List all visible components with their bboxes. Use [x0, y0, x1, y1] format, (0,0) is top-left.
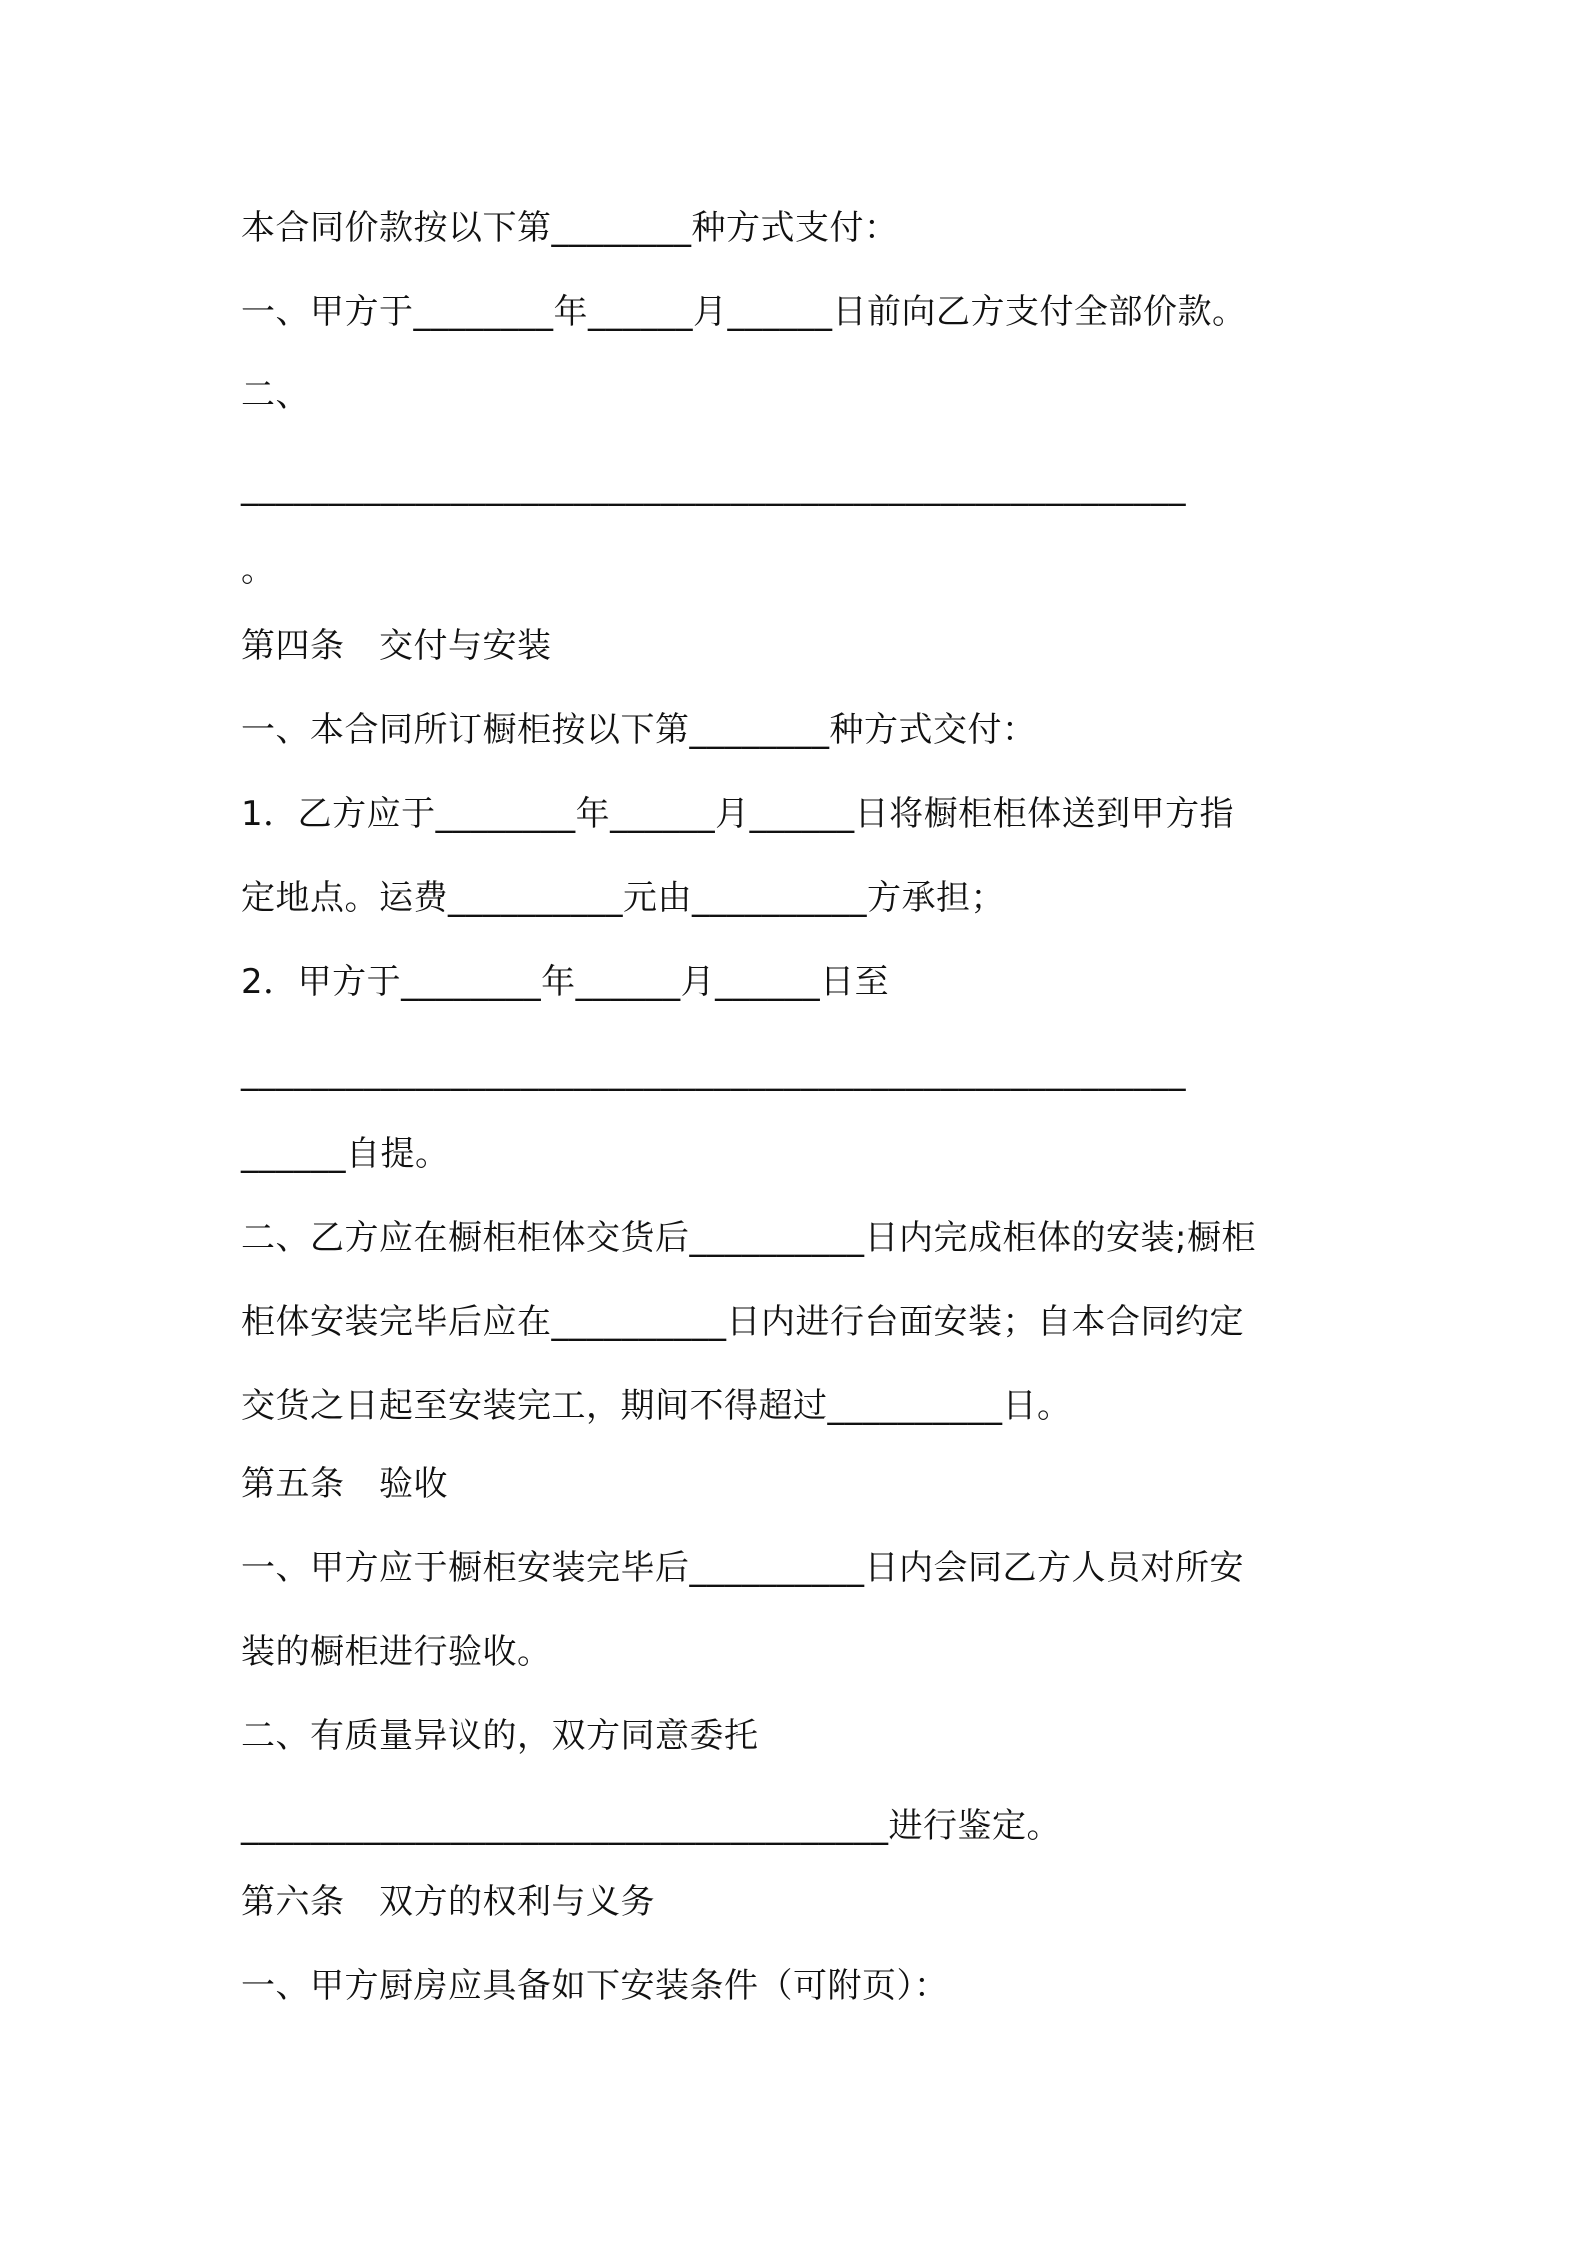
installation-line2: 柜体安装完毕后应在__________日内进行台面安装；自本合同约定 [241, 1302, 1244, 1342]
quality-dispute-line1: 二、有质量异议的，双方同意委托 [241, 1716, 759, 1756]
kitchen-conditions-line: 一、甲方厨房应具备如下安装条件（可附页）： [241, 1966, 949, 2006]
delivery-option-one-line2: 定地点。运费__________元由__________方承担； [241, 878, 1005, 918]
delivery-option-two-line1: 2．甲方于________年______月______日至 [241, 962, 890, 1002]
article-four-heading: 第四条 交付与安装 [241, 626, 552, 666]
delivery-method-line: 一、本合同所订橱柜按以下第________种方式交付： [241, 710, 1037, 750]
installation-line3: 交货之日起至安装完工，期间不得超过__________日。 [241, 1386, 1072, 1426]
article-five-heading: 第五条 验收 [241, 1464, 448, 1504]
payment-option-two-blank: ______________________________________________________ [241, 467, 1186, 507]
payment-option-one: 一、甲方于________年______月______日前向乙方支付全部价款。 [241, 292, 1247, 332]
delivery-option-one-line1: 1．乙方应于________年______月______日将橱柜柜体送到甲方指 [241, 794, 1235, 834]
acceptance-line1: 一、甲方应于橱柜安装完毕后__________日内会同乙方人员对所安 [241, 1548, 1244, 1588]
installation-line1: 二、乙方应在橱柜柜体交货后__________日内完成柜体的安装;橱柜 [241, 1218, 1256, 1258]
payment-option-two-label: 二、 [241, 375, 310, 415]
payment-option-two-end: 。 [241, 550, 276, 590]
delivery-option-two-end: ______自提。 [241, 1134, 450, 1174]
article-six-heading: 第六条 双方的权利与义务 [241, 1882, 655, 1922]
delivery-option-two-blank: ______________________________________________________ [241, 1052, 1186, 1092]
quality-dispute-line2: _____________________________________进行鉴定。 [241, 1806, 1061, 1846]
acceptance-line2: 装的橱柜进行验收。 [241, 1632, 552, 1672]
payment-method-line: 本合同价款按以下第________种方式支付： [241, 208, 899, 248]
